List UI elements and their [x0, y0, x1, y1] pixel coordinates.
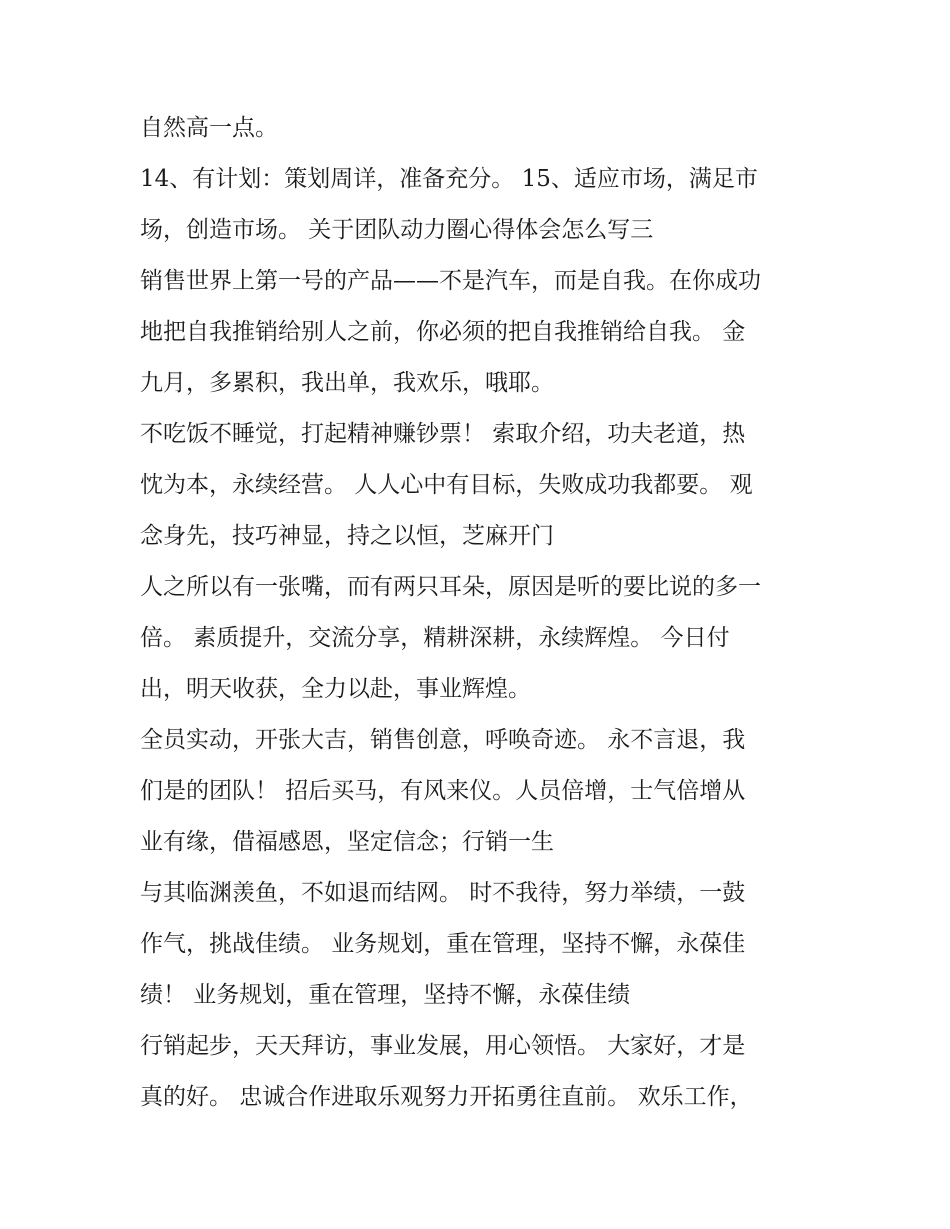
text-line: 与其临渊羡鱼，不如退而结网。 时不我待，努力举绩，一鼓 — [140, 880, 746, 906]
text-line: 绩！ 业务规划，重在管理，坚持不懈，永葆佳绩 — [140, 982, 631, 1008]
text-line: 销售世界上第一号的产品——不是汽车，而是自我。在你成功 — [140, 268, 761, 294]
text-line: 14、有计划：策划周详，准备充分。 15、适应市场，满足市 — [140, 166, 758, 192]
document-body — [140, 106, 830, 1126]
text-line: 业有缘，借福感恩，坚定信念；行销一生 — [140, 829, 554, 855]
text-line: 行销起步，天天拜访，事业发展，用心领悟。 大家好，才是 — [140, 1033, 746, 1059]
text-line: 地把自我推销给别人之前，你必须的把自我推销给自我。 金 — [140, 319, 746, 345]
text-line: 倍。 素质提升，交流分享，精耕深耕，永续辉煌。 今日付 — [140, 625, 730, 651]
text-line: 九月，多累积，我出单，我欢乐，哦耶。 — [140, 370, 554, 396]
text-line: 忱为本，永续经营。 人人心中有目标，失败成功我都要。 观 — [140, 472, 753, 498]
text-line: 出，明天收获，全力以赴，事业辉煌。 — [140, 676, 531, 702]
text-line: 真的好。 忠诚合作进取乐观努力开拓勇往直前。 欢乐工作， — [140, 1084, 753, 1110]
text-line: 人之所以有一张嘴，而有两只耳朵，原因是听的要比说的多一 — [140, 574, 761, 600]
text-line: 们是的团队！ 招后买马，有风来仪。人员倍增，士气倍增从 — [140, 778, 746, 804]
text-line: 自然高一点。 — [140, 115, 278, 141]
text-line: 场，创造市场。 关于团队动力圈心得体会怎么写三 — [140, 217, 654, 243]
text-line: 作气，挑战佳绩。 业务规划，重在管理，坚持不懈，永葆佳 — [140, 931, 746, 957]
text-line: 全员实动，开张大吉，销售创意，呼唤奇迹。 永不言退，我 — [140, 727, 746, 753]
text-line: 不吃饭不睡觉，打起精神赚钞票！ 索取介绍，功夫老道，热 — [140, 421, 746, 447]
text-line: 念身先，技巧神显，持之以恒，芝麻开门 — [140, 523, 554, 549]
